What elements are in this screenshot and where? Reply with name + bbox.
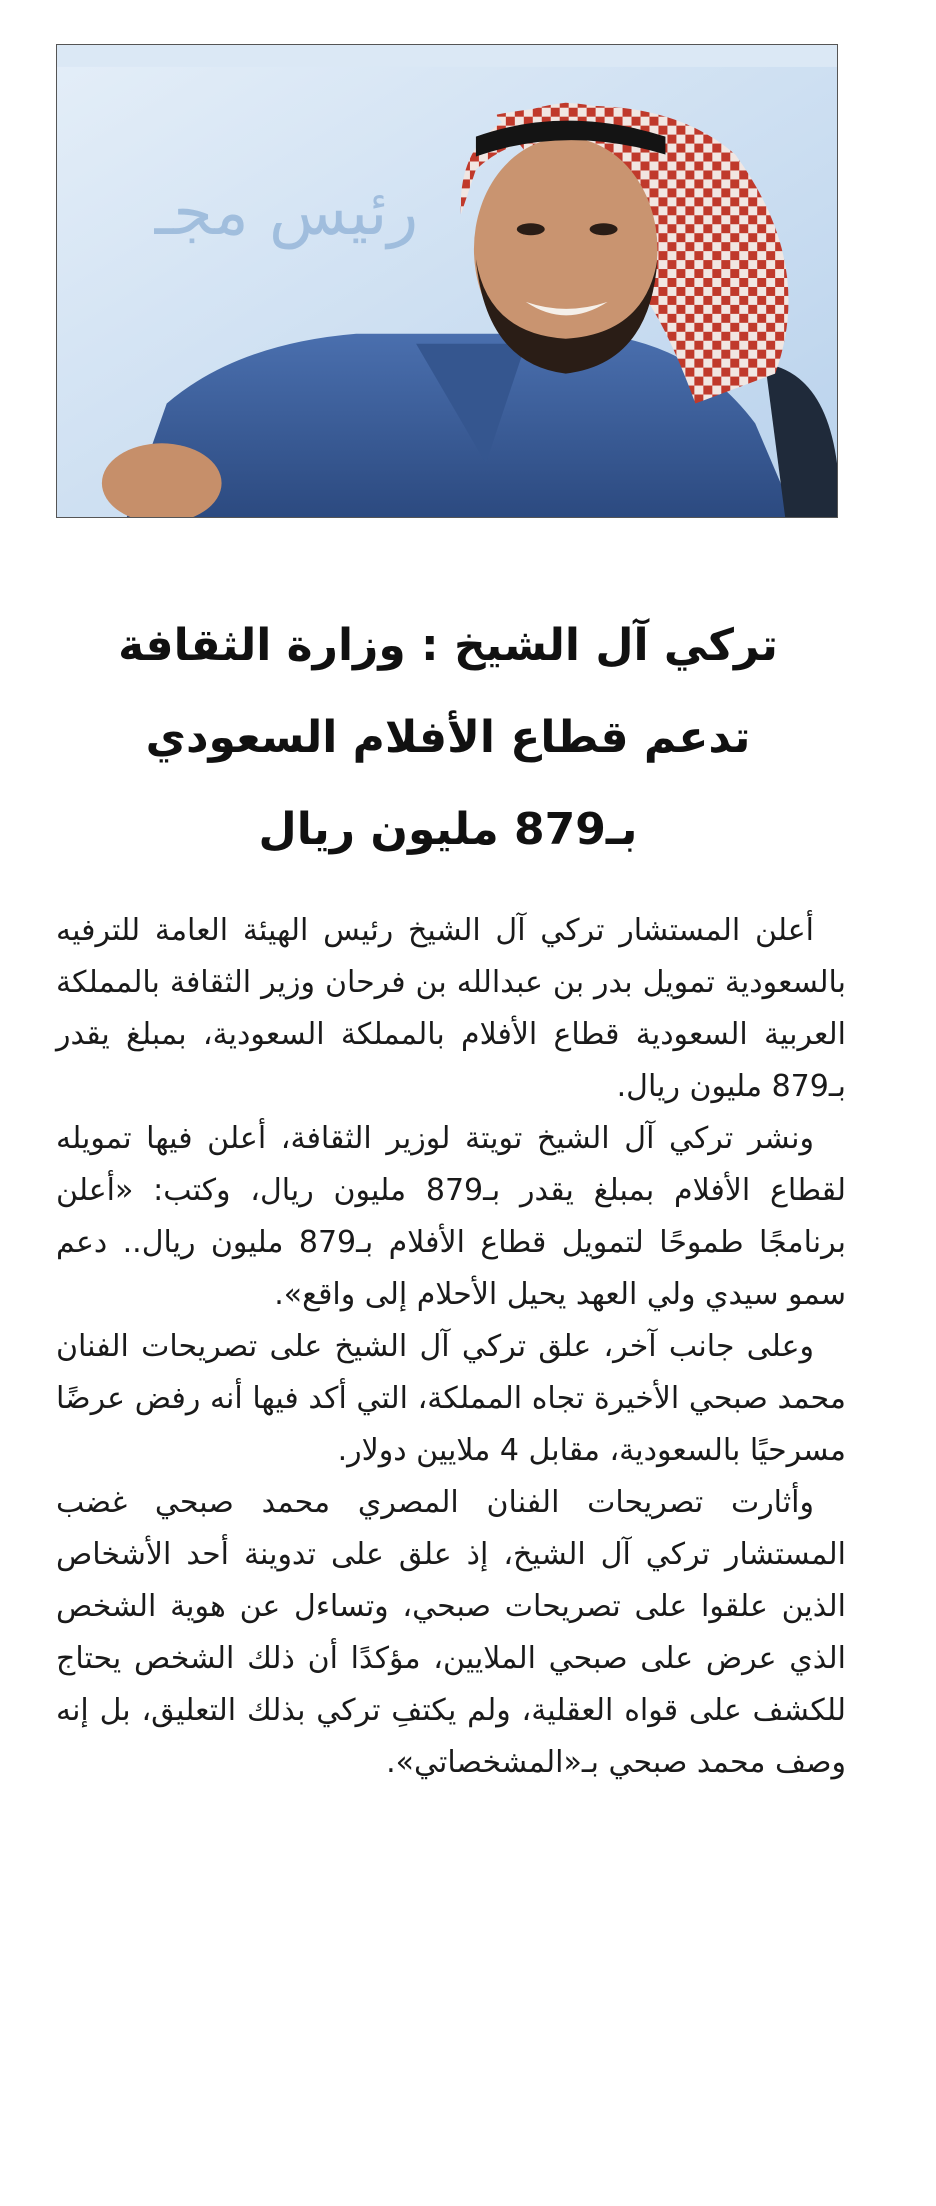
paragraph-2: ونشر تركي آل الشيخ تويتة لوزير الثقافة، أعلن فيها تمويله لقطاع الأفلام بمبلغ يقدر بـ879 مليون ريال، وكتب: «أعلن برنامجًا طموحًا لتمويل قطاع الأفلام بـ879 مليون ريال.. دعم سمو سيدي ولي العهد يحيل الأحلام إلى واقع». bbox=[56, 1121, 846, 1312]
portrait-illustration bbox=[57, 45, 837, 517]
headline-line-1: تركي آل الشيخ : وزارة الثقافة bbox=[118, 620, 778, 671]
paragraph-1: أعلن المستشار تركي آل الشيخ رئيس الهيئة العامة للترفيه بالسعودية تمويل بدر بن عبدالله بن فرحان وزير الثقافة بالمملكة العربية السعودية قطاع الأفلام بالمملكة السعودية، بمبلغ يقدر بـ879 مليون ريال. bbox=[56, 913, 846, 1104]
paragraph-3: وعلى جانب آخر، علق تركي آل الشيخ على تصريحات الفنان محمد صبحي الأخيرة تجاه المملكة، التي أكد فيها أنه رفض عرضًا مسرحيًا بالسعودية، مقابل 4 ملايين دولار. bbox=[56, 1329, 846, 1468]
paragraph-4: وأثارت تصريحات الفنان المصري محمد صبحي غضب المستشار تركي آل الشيخ، إذ علق على تدوينة أحد الأشخاص الذين علقوا على تصريحات صبحي، وتساءل عن هوية الشخص الذي عرض على صبحي الملايين، مؤكدًا أن ذلك الشخص يحتاج للكشف على قواه العقلية، ولم يكتفِ تركي بذلك التعليق، بل إنه وصف محمد صبحي بـ«المشخصاتي». bbox=[56, 1485, 846, 1780]
headline bbox=[60, 600, 836, 876]
article-photo bbox=[56, 44, 838, 518]
article-body bbox=[56, 905, 846, 1789]
headline-line-3: بـ879 مليون ريال bbox=[258, 804, 638, 855]
headline-line-2: تدعم قطاع الأفلام السعودي bbox=[145, 712, 751, 763]
background-sign-text: رئيس مجـ bbox=[154, 176, 419, 251]
